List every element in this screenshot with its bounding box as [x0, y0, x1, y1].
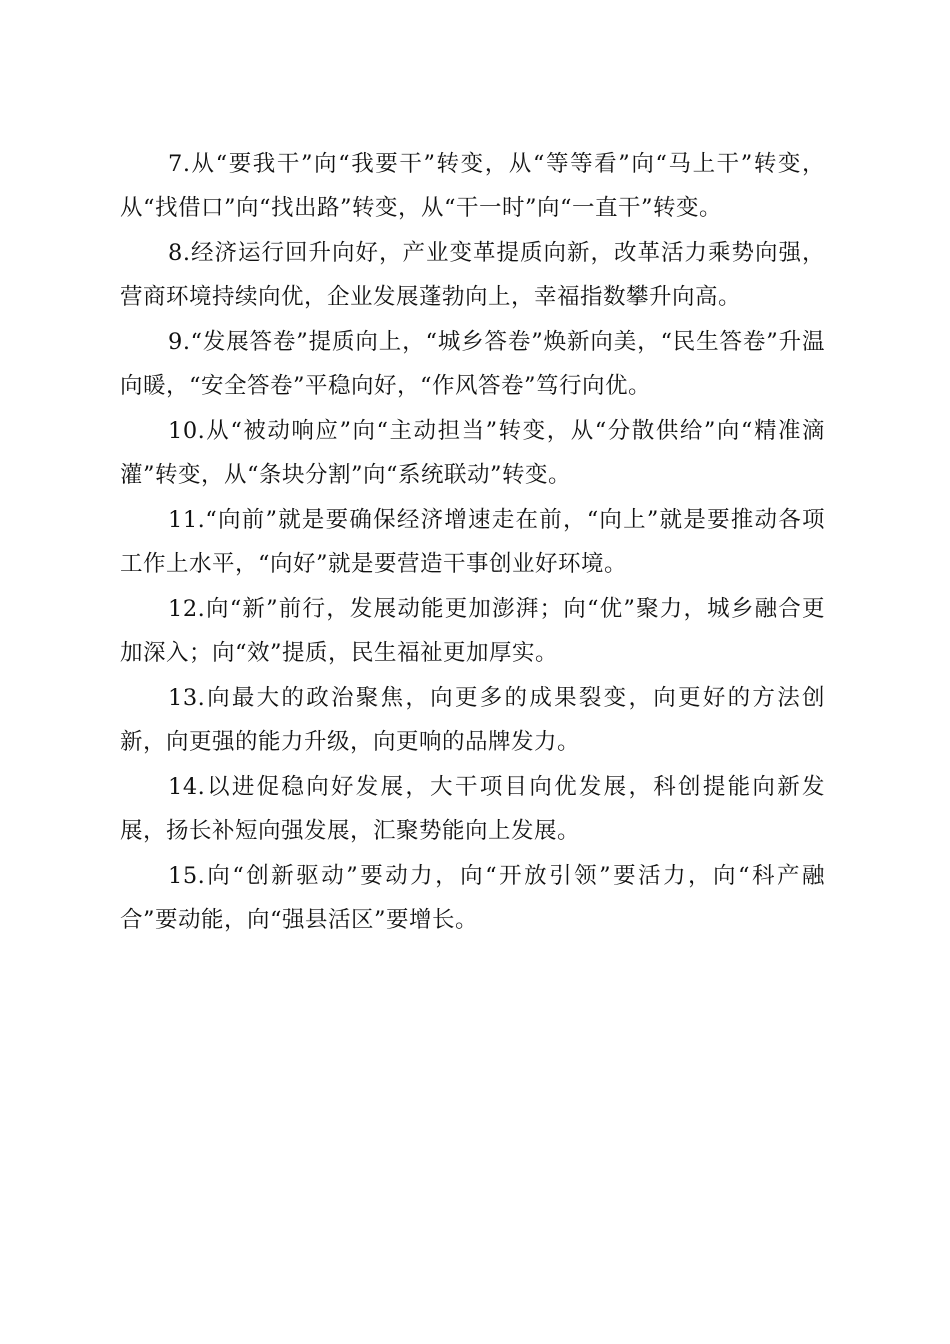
paragraph-15: 15.向“创新驱动”要动力，向“开放引领”要活力，向“科产融合”要动能，向“强县活区”要增长。	[120, 863, 825, 933]
paragraph-10: 10.从“被动响应”向“主动担当”转变，从“分散供给”向“精准滴灌”转变，从“条块分割”向“系统联动”转变。	[120, 418, 825, 488]
document-body	[120, 143, 825, 944]
paragraph-12: 12.向“新”前行，发展动能更加澎湃；向“优”聚力，城乡融合更加深入；向“效”提质，民生福祉更加厚实。	[120, 596, 825, 666]
paragraph-13: 13.向最大的政治聚焦，向更多的成果裂变，向更好的方法创新，向更强的能力升级，向更响的品牌发力。	[120, 685, 825, 755]
paragraph-14: 14.以进促稳向好发展，大干项目向优发展，科创提能向新发展，扬长补短向强发展，汇聚势能向上发展。	[120, 774, 825, 844]
paragraph-8: 8.经济运行回升向好，产业变革提质向新，改革活力乘势向强，营商环境持续向优，企业发展蓬勃向上，幸福指数攀升向高。	[120, 240, 825, 310]
paragraph-9: 9.“发展答卷”提质向上，“城乡答卷”焕新向美，“民生答卷”升温向暖，“安全答卷”平稳向好，“作风答卷”笃行向优。	[120, 329, 825, 399]
paragraph-11: 11.“向前”就是要确保经济增速走在前，“向上”就是要推动各项工作上水平，“向好”就是要营造干事创业好环境。	[120, 507, 825, 577]
paragraph-7: 7.从“要我干”向“我要干”转变，从“等等看”向“马上干”转变，从“找借口”向“找出路”转变，从“干一时”向“一直干”转变。	[120, 151, 825, 221]
